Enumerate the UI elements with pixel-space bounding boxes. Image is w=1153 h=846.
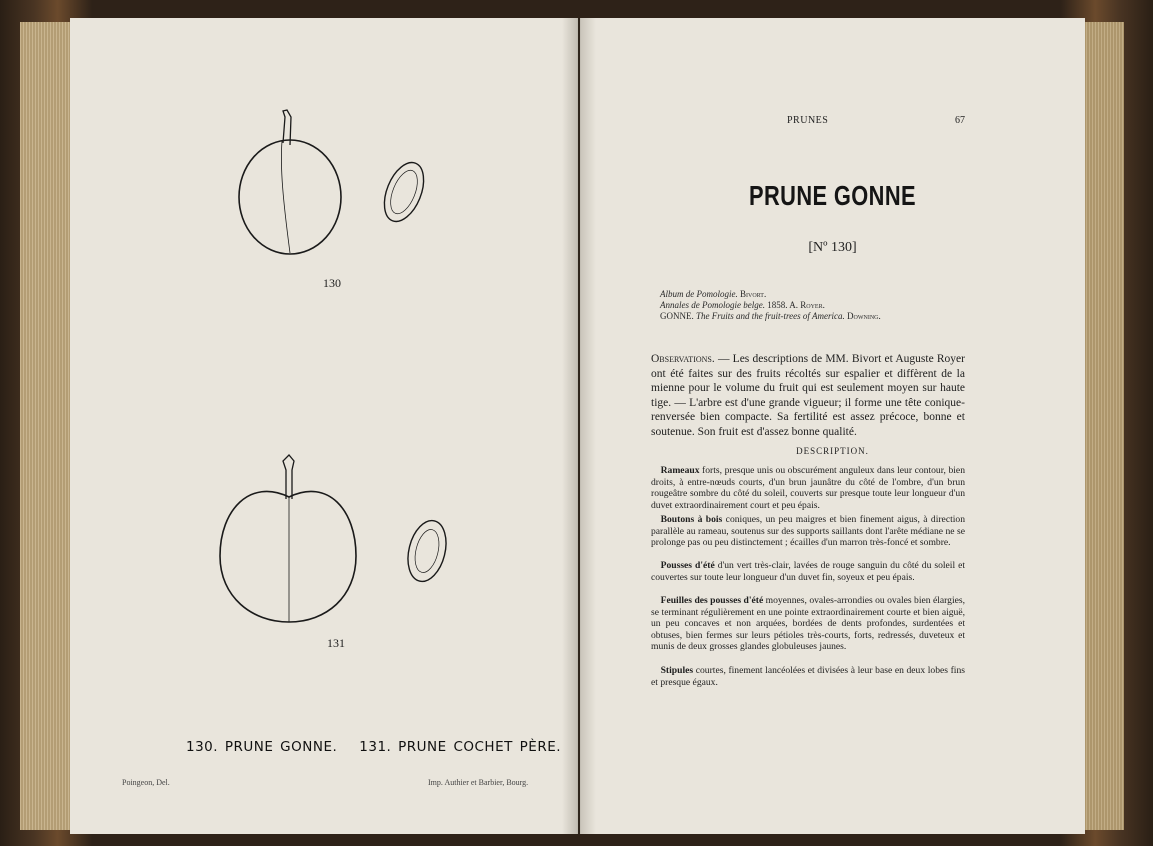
stone-131-drawing [402,517,452,586]
figure-131-label: 131 [327,636,345,650]
illustrator-credit: Poingeon, Del. [122,778,170,787]
reference-item: Album de Pomologie. Bivort. [660,289,767,299]
running-head: PRUNES [787,115,829,126]
printer-credit: Imp. Authier et Barbier, Bourg. [428,778,529,787]
plate-caption [186,739,583,755]
entry-number: [Nº 130] [808,240,857,255]
stone-130-drawing [377,157,432,227]
caption-131: 131. PRUNE COCHET PÈRE. [359,739,562,755]
description-pousses: Pousses d'été d'un vert très-clair, lavées de rouge sanguin du côté du soleil et couvertes sur toute leur longueur d'un duvet fin, soyeux et peu épais. [651,560,966,583]
observations-label: Observations. [651,353,715,365]
description-rameaux: Rameaux forts, presque unis ou obscurément anguleux dans leur contour, bien droits, à entre-nœuds courts, d'un brun jaunâtre du côté de l'ombre, d'un brun rougeâtre sombre du côté du soleil, couverts sur presque toute leur longueur d'un duvet extraordinairement court et peu épais. [651,465,965,511]
description-feuilles: Feuilles des pousses d'été moyennes, ovales-arrondies ou ovales bien élargies, se terminant régulièrement en une pointe extraordinairement courte et bien aiguë, un peu concaves et non arquées, bordées de dents profondes, surdentées et obtuses, bien fermes sur leurs pétioles très-courts, forts, redressés, duveteux et munis de deux grosses glandes globuleuses jaunes. [651,595,966,653]
observations-paragraph [651,352,965,440]
page-number: 67 [955,115,965,126]
plum-130-drawing [239,110,341,254]
page-title: PRUNE GONNE [749,180,916,211]
plum-131-drawing [220,455,356,622]
description-heading: DESCRIPTION. [796,446,869,456]
references [660,289,881,322]
description-stipules: Stipules courtes, finement lancéolées et divisées à leur base en deux lobes fins et presque égaux. [651,665,965,688]
observations-text: — Les descriptions de MM. Bivort et Auguste Royer ont été faites sur des fruits récoltés sur espalier et diffèrent de la mienne pour le volume du fruit qui est seulement moyen sur haute tige. — L'arbre est d'une grande vigueur; il forme une tête conique-renversée bien compacte. Sa fertilité est assez précoce, bonne et soutenue. Son fruit est d'assez bonne qualité. [651,353,965,438]
reference-item: GONNE. The Fruits and the fruit-trees of America. Downing. [660,311,881,321]
description-boutons: Boutons à bois coniques, un peu maigres et bien finement aigus, à direction parallèle au rameau, soutenus sur des supports saillants dont l'arête médiane ne se prolonge pas ou peu distinctement ; écailles d'un marron très-foncé et sombre. [651,514,965,549]
figure-130-label: 130 [323,276,341,290]
reference-item: Annales de Pomologie belge. 1858. A. Royer. [660,300,825,310]
caption-130: 130. PRUNE GONNE. [186,739,338,755]
